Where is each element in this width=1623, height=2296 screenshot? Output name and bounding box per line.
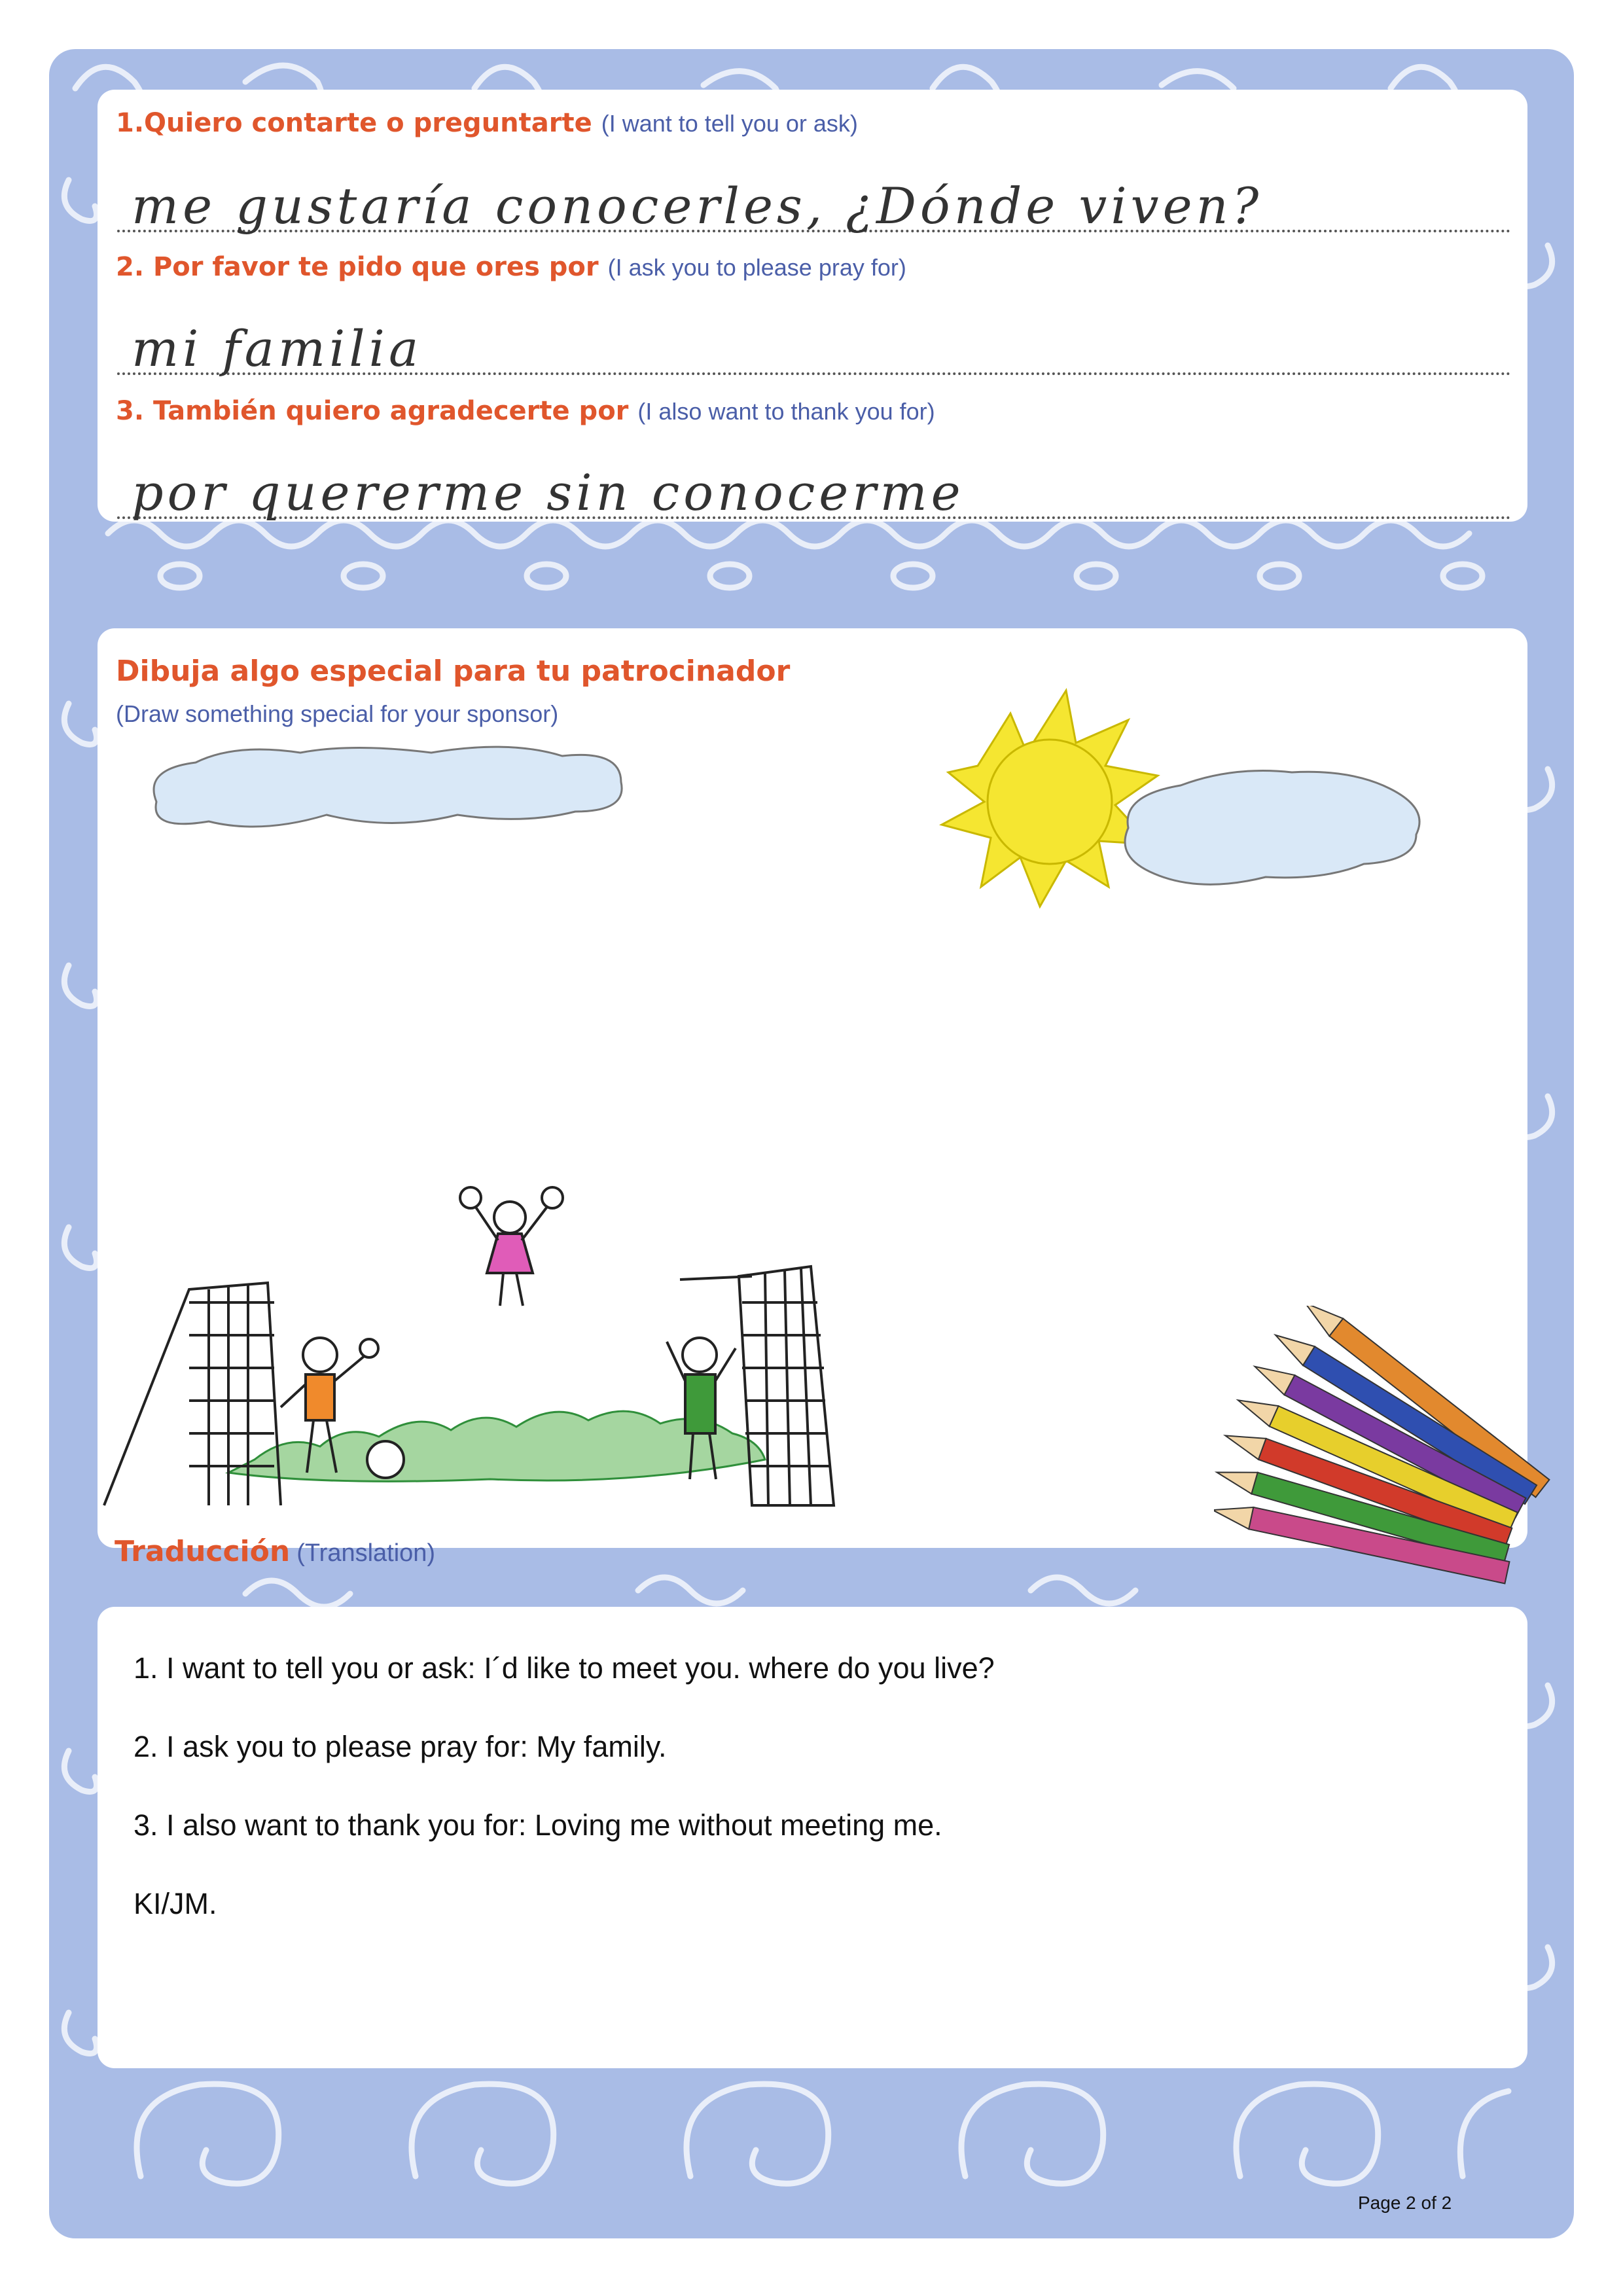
translation-line-4: KI/JM.	[134, 1887, 217, 1920]
question-1-label-es: 1.Quiero contarte o preguntarte	[116, 108, 592, 138]
translation-heading	[115, 1535, 435, 1568]
translation-line-3: 3. I also want to thank you for: Loving me without meeting me.	[134, 1808, 942, 1842]
questions-panel	[98, 90, 1527, 522]
sun-icon	[942, 691, 1158, 906]
answer-1-line	[117, 167, 1511, 235]
answer-3-text: por quererme sin conocerme	[132, 463, 965, 522]
translation-line-2: 2. I ask you to please pray for: My family.	[134, 1730, 667, 1763]
cloud-right-icon	[1125, 771, 1419, 885]
question-1-label-en: (I want to tell you or ask)	[601, 110, 858, 137]
translation-line-1: 1. I want to tell you or ask: I´d like to meet you. where do you live?	[134, 1651, 995, 1685]
question-2-label-en: (I ask you to please pray for)	[607, 254, 906, 281]
answer-3-line	[117, 454, 1511, 522]
page-frame	[49, 49, 1574, 2238]
translation-panel	[98, 1607, 1527, 2068]
answer-2-line	[117, 310, 1511, 378]
drawing-title: Dibuja algo especial para tu patrocinador	[116, 655, 791, 688]
question-3-label-en: (I also want to thank you for)	[637, 398, 935, 425]
translation-title-es: Traducción	[115, 1535, 291, 1568]
translation-title-en: (Translation)	[296, 1539, 436, 1567]
question-2-label-es: 2. Por favor te pido que ores por	[116, 252, 599, 282]
colored-pencils-icon	[1214, 1306, 1567, 1613]
question-2-label	[116, 252, 906, 282]
cloud-left-icon	[154, 747, 622, 827]
girl-jumping-icon	[460, 1187, 563, 1306]
drawing-subtitle: (Draw something special for your sponsor)	[116, 700, 559, 727]
question-3-label	[116, 396, 935, 426]
answer-2-text: mi familia	[132, 319, 423, 378]
page-number: Page 2 of 2	[1358, 2193, 1452, 2213]
question-1-label	[116, 108, 858, 138]
question-3-label-es: 3. También quiero agradecerte por	[116, 396, 629, 426]
answer-1-text: me gustaría conocerles, ¿Dónde viven?	[132, 177, 1263, 235]
